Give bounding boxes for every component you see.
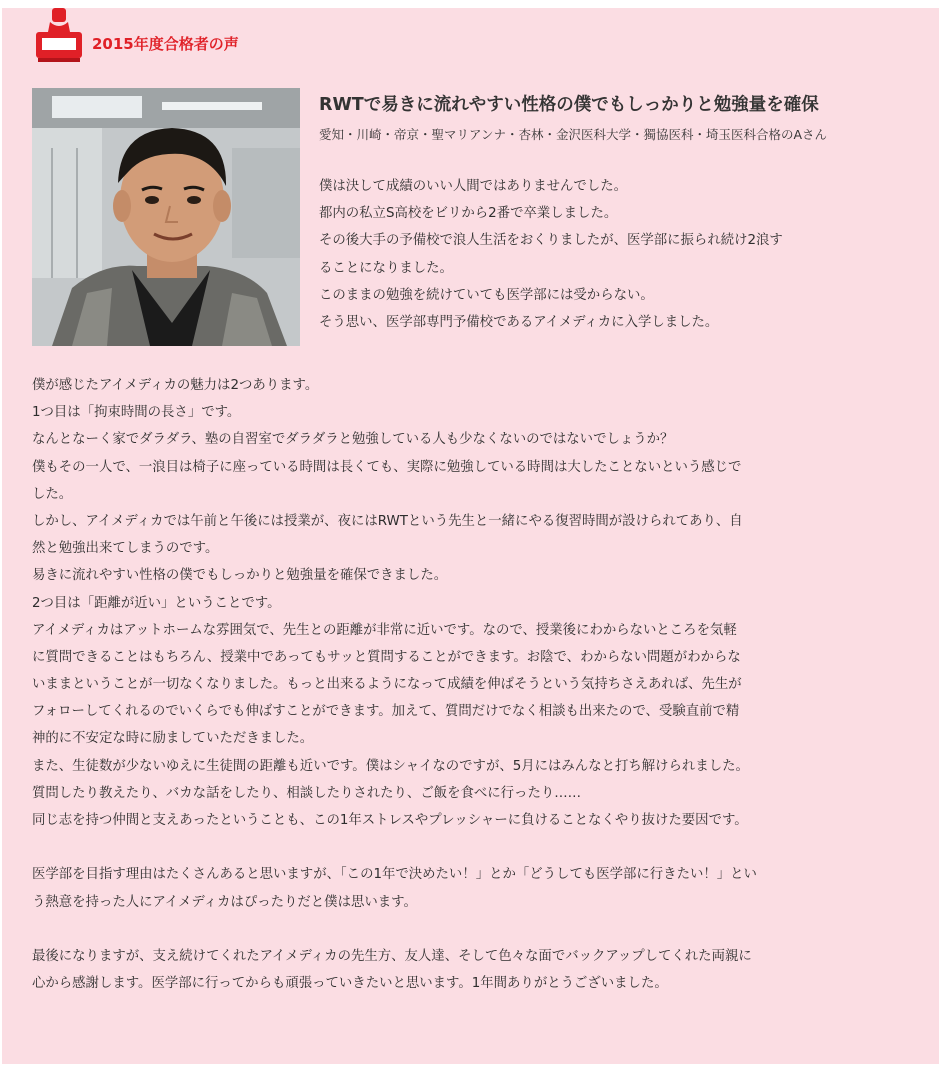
body-line: また、生徒数が少ないゆえに生徒間の距離も近いです。僕はシャイなのですが、5月にはみんなと打ち解けられました。 xyxy=(32,758,749,774)
body-line: 同じ志を持つ仲間と支えあったということも、この1年ストレスやプレッシャーに負けることなくやり抜けた要因です。 xyxy=(32,813,748,828)
intro-line: このままの勉強を続けていても医学部には受からない。 xyxy=(319,287,654,303)
body-line: した。 xyxy=(32,486,73,502)
body-line: フォローしてくれるのでいくらでも伸ばすことができます。加えて、質問だけでなく相談も出来たので、受験直前で精 xyxy=(32,704,740,720)
body-line: アイメディカはアットホームな雰囲気で、先生との距離が非常に近いです。なので、授業後にわからないところを気軽 xyxy=(32,622,737,638)
body-line: 神的に不安定な時に励ましていただきました。 xyxy=(32,731,314,747)
intro-line: 都内の私立S高校をビリから2番で卒業しました。 xyxy=(319,206,618,222)
body-line: 質問したり教えたり、バカな話をしたり、相談したりされたり、ご飯を食べに行ったり…… xyxy=(32,785,582,801)
body-line: しかし、アイメディカでは午前と午後には授業が、夜にはRWTという先生と一緒にやる復習時間が設けられてあり、自 xyxy=(32,513,743,529)
testimonial-body xyxy=(32,372,922,997)
intro-paragraph xyxy=(319,173,927,336)
stamp-icon xyxy=(32,8,86,64)
body-line: いままということが一切なくなりました。もっと出来るようになって成績を伸ばそうという気持ちさえあれば、先生が xyxy=(32,677,742,693)
body-line: 僕が感じたアイメディカの魅力は2つあります。 xyxy=(32,378,319,393)
body-line: なんとなーく家でダラダラ、塾の自習室でダラダラと勉強している人も少なくないのではないでしょうか？ xyxy=(32,432,674,448)
student-portrait-image xyxy=(32,88,300,346)
body-line: 2つ目は「距離が近い」ということです。 xyxy=(32,595,281,611)
paragraph-gap xyxy=(32,916,922,943)
body-line: 1つ目は「拘束時間の長さ」です。 xyxy=(32,405,241,421)
body-line: に質問できることはもちろん、授業中であってもサッと質問することができます。お陰で、わからない問題がわからな xyxy=(32,649,741,665)
paragraph-gap xyxy=(32,834,922,861)
intro-line: そう思い、医学部専門予備校であるアイメディカに入学しました。 xyxy=(319,314,719,330)
intro-line: その後大手の予備校で浪人生活をおくりましたが、医学部に振られ続け2浪す xyxy=(319,233,783,249)
body-line: 僕もその一人で、一浪目は椅子に座っている時間は長くても、実際に勉強している時間は大したことないという感じで xyxy=(32,459,742,475)
section-title: 2015年度合格者の声 xyxy=(92,35,239,53)
testimonial-panel xyxy=(2,8,939,1064)
body-line: 心から感謝します。医学部に行ってからも頑張っていきたいと思います。1年間ありがとうございました。 xyxy=(32,976,668,992)
body-line: 然と勉強出来てしまうのです。 xyxy=(32,541,219,557)
testimonial-headline: RWTで易きに流れやすい性格の僕でもしっかりと勉強量を確保 xyxy=(319,95,819,115)
body-line: 医学部を目指す理由はたくさんあると思いますが、「この1年で決めたい！」とか「どうしても医学部に行きたい！」とい xyxy=(32,867,757,883)
intro-line: 僕は決して成績のいい人間ではありませんでした。 xyxy=(319,179,627,194)
body-line: 最後になりますが、支え続けてくれたアイメディカの先生方、友人達、そして色々な面でバックアップしてくれた両親に xyxy=(32,948,752,964)
accepted-universities: 愛知・川崎・帝京・聖マリアンナ・杏林・金沢医科大学・獨協医科・埼玉医科合格のAさん xyxy=(319,127,828,142)
body-line: う熱意を持った人にアイメディカはぴったりだと僕は思います。 xyxy=(32,894,417,910)
student-photo xyxy=(32,88,300,346)
intro-line: ることになりました。 xyxy=(319,260,453,276)
body-line: 易きに流れやすい性格の僕でもしっかりと勉強量を確保できました。 xyxy=(32,568,448,584)
